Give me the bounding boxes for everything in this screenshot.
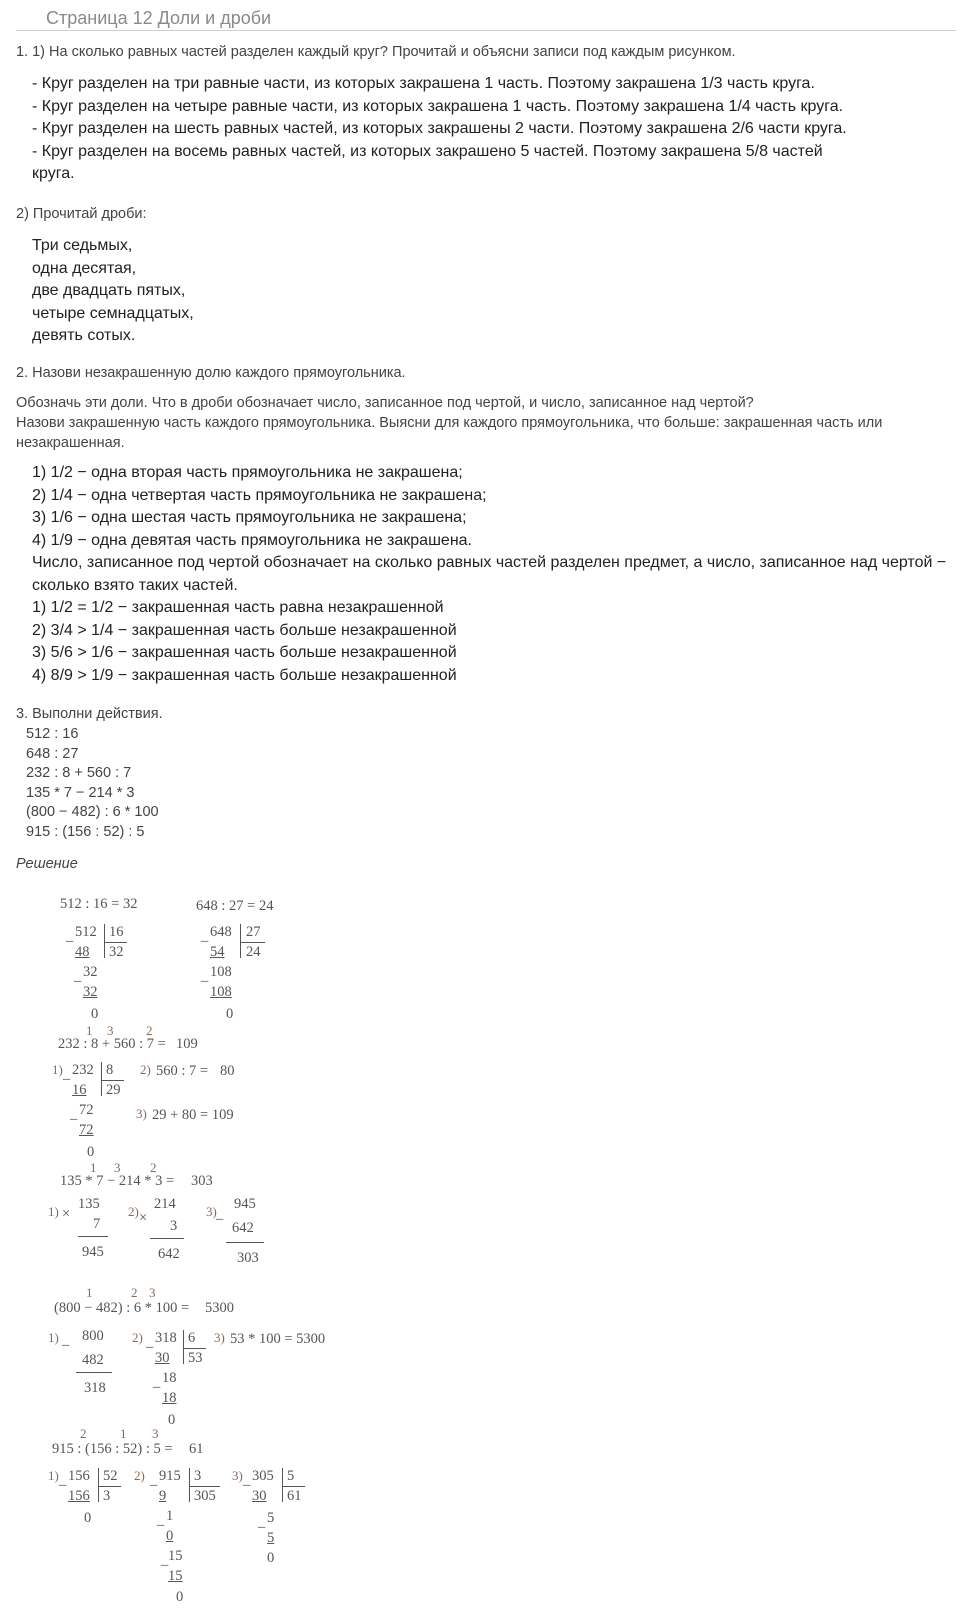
minuend: 800 — [82, 1328, 104, 1344]
step-number: 2) — [134, 1468, 145, 1483]
long-division-step: 18 — [162, 1370, 177, 1386]
long-division-step: 72 — [79, 1102, 94, 1118]
task2-para2: Назови закрашенную часть каждого прямоугольника. Выясни для каждого прямоугольника, что больше: закрашенная часть или незакрашенная. — [16, 415, 883, 451]
answer-line: - Круг разделен на три равные части, из которых закрашена 1 часть. Поэтому закрашена 1/3 часть круга. — [32, 75, 815, 92]
product: 642 — [158, 1246, 180, 1262]
long-division-step: 15 — [168, 1568, 183, 1584]
expression: 512 : 16 — [26, 726, 79, 742]
long-division-dividend: 648 — [210, 924, 232, 940]
long-division-step: 5 — [267, 1530, 275, 1546]
order-number: 2 — [146, 1023, 153, 1038]
calc-648-27: 648 : 27 = 24 — [196, 898, 274, 914]
long-division-step: 5 — [267, 1510, 275, 1526]
task2-para1: Обозначь эти доли. Что в дроби обозначает число, записанное под чертой, и число, записанное над чертой? — [16, 395, 754, 411]
difference: 303 — [237, 1250, 259, 1266]
answer-line: одна десятая, — [32, 259, 137, 277]
order-number: 2 — [131, 1285, 138, 1300]
calc-step: 53 * 100 = 5300 — [230, 1331, 326, 1347]
long-division-quotient: 3 — [103, 1488, 111, 1504]
long-division-dividend: 915 — [159, 1468, 181, 1484]
step-number: 2) — [128, 1204, 139, 1219]
order-number: 1 — [120, 1426, 127, 1441]
answer-line: 2) 3/4 > 1/4 − закрашенная часть больше незакрашенной — [32, 621, 457, 639]
step-number: 3) — [136, 1106, 147, 1121]
long-division-divisor: 27 — [246, 924, 261, 940]
long-division-divisor: 6 — [188, 1330, 196, 1346]
long-division-step: 108 — [210, 964, 232, 980]
long-division-step: 9 — [159, 1488, 167, 1504]
calc-expression: 915 : (156 : 52) : 5 = — [52, 1441, 173, 1457]
long-division-divisor: 16 — [109, 924, 124, 940]
calc-expression: 135 * 7 − 214 * 3 = — [60, 1173, 175, 1189]
expression: 135 * 7 − 214 * 3 — [26, 784, 135, 801]
long-division-step: 156 — [68, 1488, 90, 1504]
long-division-dividend: 305 — [252, 1468, 274, 1484]
task1-question: 1. 1) На сколько равных частей разделен каждый круг? Прочитай и объясни записи под каждым рисунком. — [16, 44, 736, 60]
long-division-step: 32 — [83, 984, 98, 1000]
order-number: 3 — [114, 1160, 121, 1175]
answer-line: 2) 1/4 − одна четвертая часть прямоугольника не закрашена; — [32, 486, 487, 504]
multiply-sign: × — [62, 1206, 71, 1222]
step-number: 3) — [214, 1330, 225, 1345]
answer-line: 3) 5/6 > 1/6 − закрашенная часть больше незакрашенной — [32, 644, 457, 661]
long-division-remainder: 0 — [226, 1006, 234, 1022]
multiplicand: 214 — [154, 1196, 176, 1212]
order-number: 3 — [107, 1023, 114, 1038]
order-number: 2 — [80, 1426, 87, 1441]
long-division-step: 108 — [210, 984, 232, 1000]
calc-result: 5300 — [205, 1300, 234, 1316]
long-division-remainder: 0 — [84, 1510, 92, 1526]
long-division-quotient: 53 — [188, 1350, 203, 1366]
answer-line: круга. — [32, 165, 75, 182]
long-division-step: 0 — [166, 1528, 174, 1544]
long-division-step: 30 — [252, 1488, 267, 1504]
answer-line: 4) 1/9 − одна девятая часть прямоугольника не закрашена. — [32, 531, 472, 549]
long-division-step: 18 — [162, 1390, 177, 1406]
order-number: 3 — [152, 1426, 159, 1441]
calc-expression: 232 : 8 + 560 : 7 = — [58, 1036, 166, 1052]
answer-line: девять сотых. — [32, 327, 136, 344]
expression: 915 : (156 : 52) : 5 — [26, 823, 145, 840]
answer-line: - Круг разделен на восемь равных частей, из которых закрашено 5 частей. Поэтому закрашена 5/8 частей — [32, 142, 823, 160]
long-division-dividend: 318 — [155, 1330, 177, 1346]
order-number: 2 — [150, 1160, 157, 1175]
answer-line: 3) 1/6 − одна шестая часть прямоугольника не закрашена; — [32, 509, 467, 526]
answer-line: 4) 8/9 > 1/9 − закрашенная часть больше незакрашенной — [32, 666, 457, 684]
long-division-remainder: 0 — [176, 1589, 184, 1605]
answer-line: четыре семнадцатых, — [32, 304, 194, 322]
expression: 232 : 8 + 560 : 7 — [26, 765, 132, 781]
order-number: 1 — [90, 1160, 97, 1175]
long-division-remainder: 0 — [168, 1412, 176, 1428]
answer-line: - Круг разделен на четыре равные части, из которых закрашена 1 часть. Поэтому закрашена 1/4 часть круга. — [32, 97, 844, 115]
step-number: 1) — [48, 1330, 59, 1345]
long-division-quotient: 32 — [109, 944, 124, 960]
expression: 648 : 27 — [26, 745, 79, 762]
calc-step: 560 : 7 = — [156, 1063, 209, 1079]
long-division-divisor: 8 — [106, 1062, 114, 1078]
long-division-step: 15 — [168, 1548, 183, 1564]
long-division-step: 54 — [210, 944, 225, 960]
step-number: 1) — [52, 1062, 63, 1077]
task3-question: 3. Выполни действия. — [16, 706, 163, 722]
solution-calculations: 512 : 16 = 32 648 : 27 = 24 _ 512 16 32 48 _ 32 32 0 _ 648 27 24 54 _ 108 108 0 1 3 2 232 : 8 + 560 : 7 = 109 1) _ 232 8 29 16 _ 72 72 0 2) 560 : 7 = 80 3) 29 + 80 = 109 1 3 2 135 * 7 − 214 * 3 = 303 1) × 135 7 945 2) × 214 3 642 3) _ 945 642 303 1 2 3 (800 − 482) : 6 * 100 = 5300 1) _ 800 482 318 2) _ 318 6 53 30 _ 18 18 0 3) 53 * 100 = 5300 2 1 3 915 : (156 : 52) : 5 = 61 1) _ 156 52 3 156 0 2) _ 915 3 305 9 _ 1 0 _ 15 15 0 3) _ 305 5 61 30 _ 5 5 0 — [48, 896, 326, 1605]
long-division-dividend: 512 — [75, 924, 97, 940]
long-division-step: 48 — [75, 944, 90, 960]
long-division-quotient: 24 — [246, 944, 261, 960]
answer-line: 1) 1/2 = 1/2 − закрашенная часть равна незакрашенной — [32, 599, 444, 616]
subtrahend: 482 — [82, 1352, 104, 1368]
step-number: 3) — [206, 1204, 217, 1219]
expression: (800 − 482) : 6 * 100 — [26, 804, 159, 820]
multiplicand: 135 — [78, 1196, 100, 1212]
step-number: 2) — [132, 1330, 143, 1345]
step-number: 2) — [140, 1062, 151, 1077]
calc-step-result: 80 — [220, 1063, 235, 1079]
order-number: 3 — [149, 1285, 156, 1300]
calc-expression: (800 − 482) : 6 * 100 = — [54, 1300, 190, 1316]
calc-result: 61 — [189, 1441, 204, 1457]
answer-line: Три седьмых, — [32, 237, 133, 254]
task1-question2: 2) Прочитай дроби: — [16, 206, 147, 222]
multiplier: 7 — [93, 1216, 101, 1232]
order-number: 1 — [86, 1023, 93, 1038]
long-division-divisor: 3 — [194, 1468, 202, 1484]
long-division-step: 1 — [166, 1508, 174, 1524]
long-division-step: 30 — [155, 1350, 170, 1366]
long-division-quotient: 61 — [287, 1488, 302, 1504]
step-number: 1) — [48, 1468, 59, 1483]
calc-step: 29 + 80 = 109 — [152, 1107, 234, 1123]
calc-result: 303 — [191, 1173, 213, 1189]
step-number: 3) — [232, 1468, 243, 1483]
long-division-dividend: 156 — [68, 1468, 90, 1484]
calc-result: 109 — [176, 1036, 198, 1052]
long-division-remainder: 0 — [267, 1550, 275, 1566]
long-division-remainder: 0 — [87, 1144, 95, 1160]
long-division-divisor: 52 — [103, 1468, 118, 1484]
subtrahend: 642 — [232, 1220, 254, 1236]
answer-line: Число, записанное под чертой обозначает на сколько равных частей разделен предмет, а число, записанное над чертой − сколько взято таких частей. — [32, 554, 947, 594]
long-division-dividend: 232 — [72, 1062, 94, 1078]
long-division-step: 32 — [83, 964, 98, 980]
calc-512-16: 512 : 16 = 32 — [60, 896, 138, 912]
multiply-sign: × — [139, 1210, 148, 1226]
difference: 318 — [84, 1380, 106, 1396]
long-division-quotient: 305 — [194, 1488, 216, 1504]
long-division-step: 72 — [79, 1122, 94, 1138]
product: 945 — [82, 1244, 104, 1260]
order-number: 1 — [86, 1285, 93, 1300]
answer-line: 1) 1/2 − одна вторая часть прямоугольника не закрашена; — [32, 464, 463, 481]
answer-line: - Круг разделен на шесть равных частей, из которых закрашены 2 части. Поэтому закрашена 2/6 части круга. — [32, 120, 847, 137]
solution-label: Решение — [16, 856, 78, 872]
long-division-divisor: 5 — [287, 1468, 295, 1484]
page-title: Страница 12 Доли и дроби — [46, 8, 272, 28]
minuend: 945 — [234, 1196, 256, 1212]
long-division-quotient: 29 — [106, 1082, 121, 1098]
long-division-step: 16 — [72, 1082, 87, 1098]
task2-question: 2. Назови незакрашенную долю каждого прямоугольника. — [16, 365, 406, 381]
multiplier: 3 — [170, 1218, 178, 1234]
answer-line: две двадцать пятых, — [32, 282, 186, 299]
long-division-remainder: 0 — [91, 1006, 99, 1022]
step-number: 1) — [48, 1204, 59, 1219]
